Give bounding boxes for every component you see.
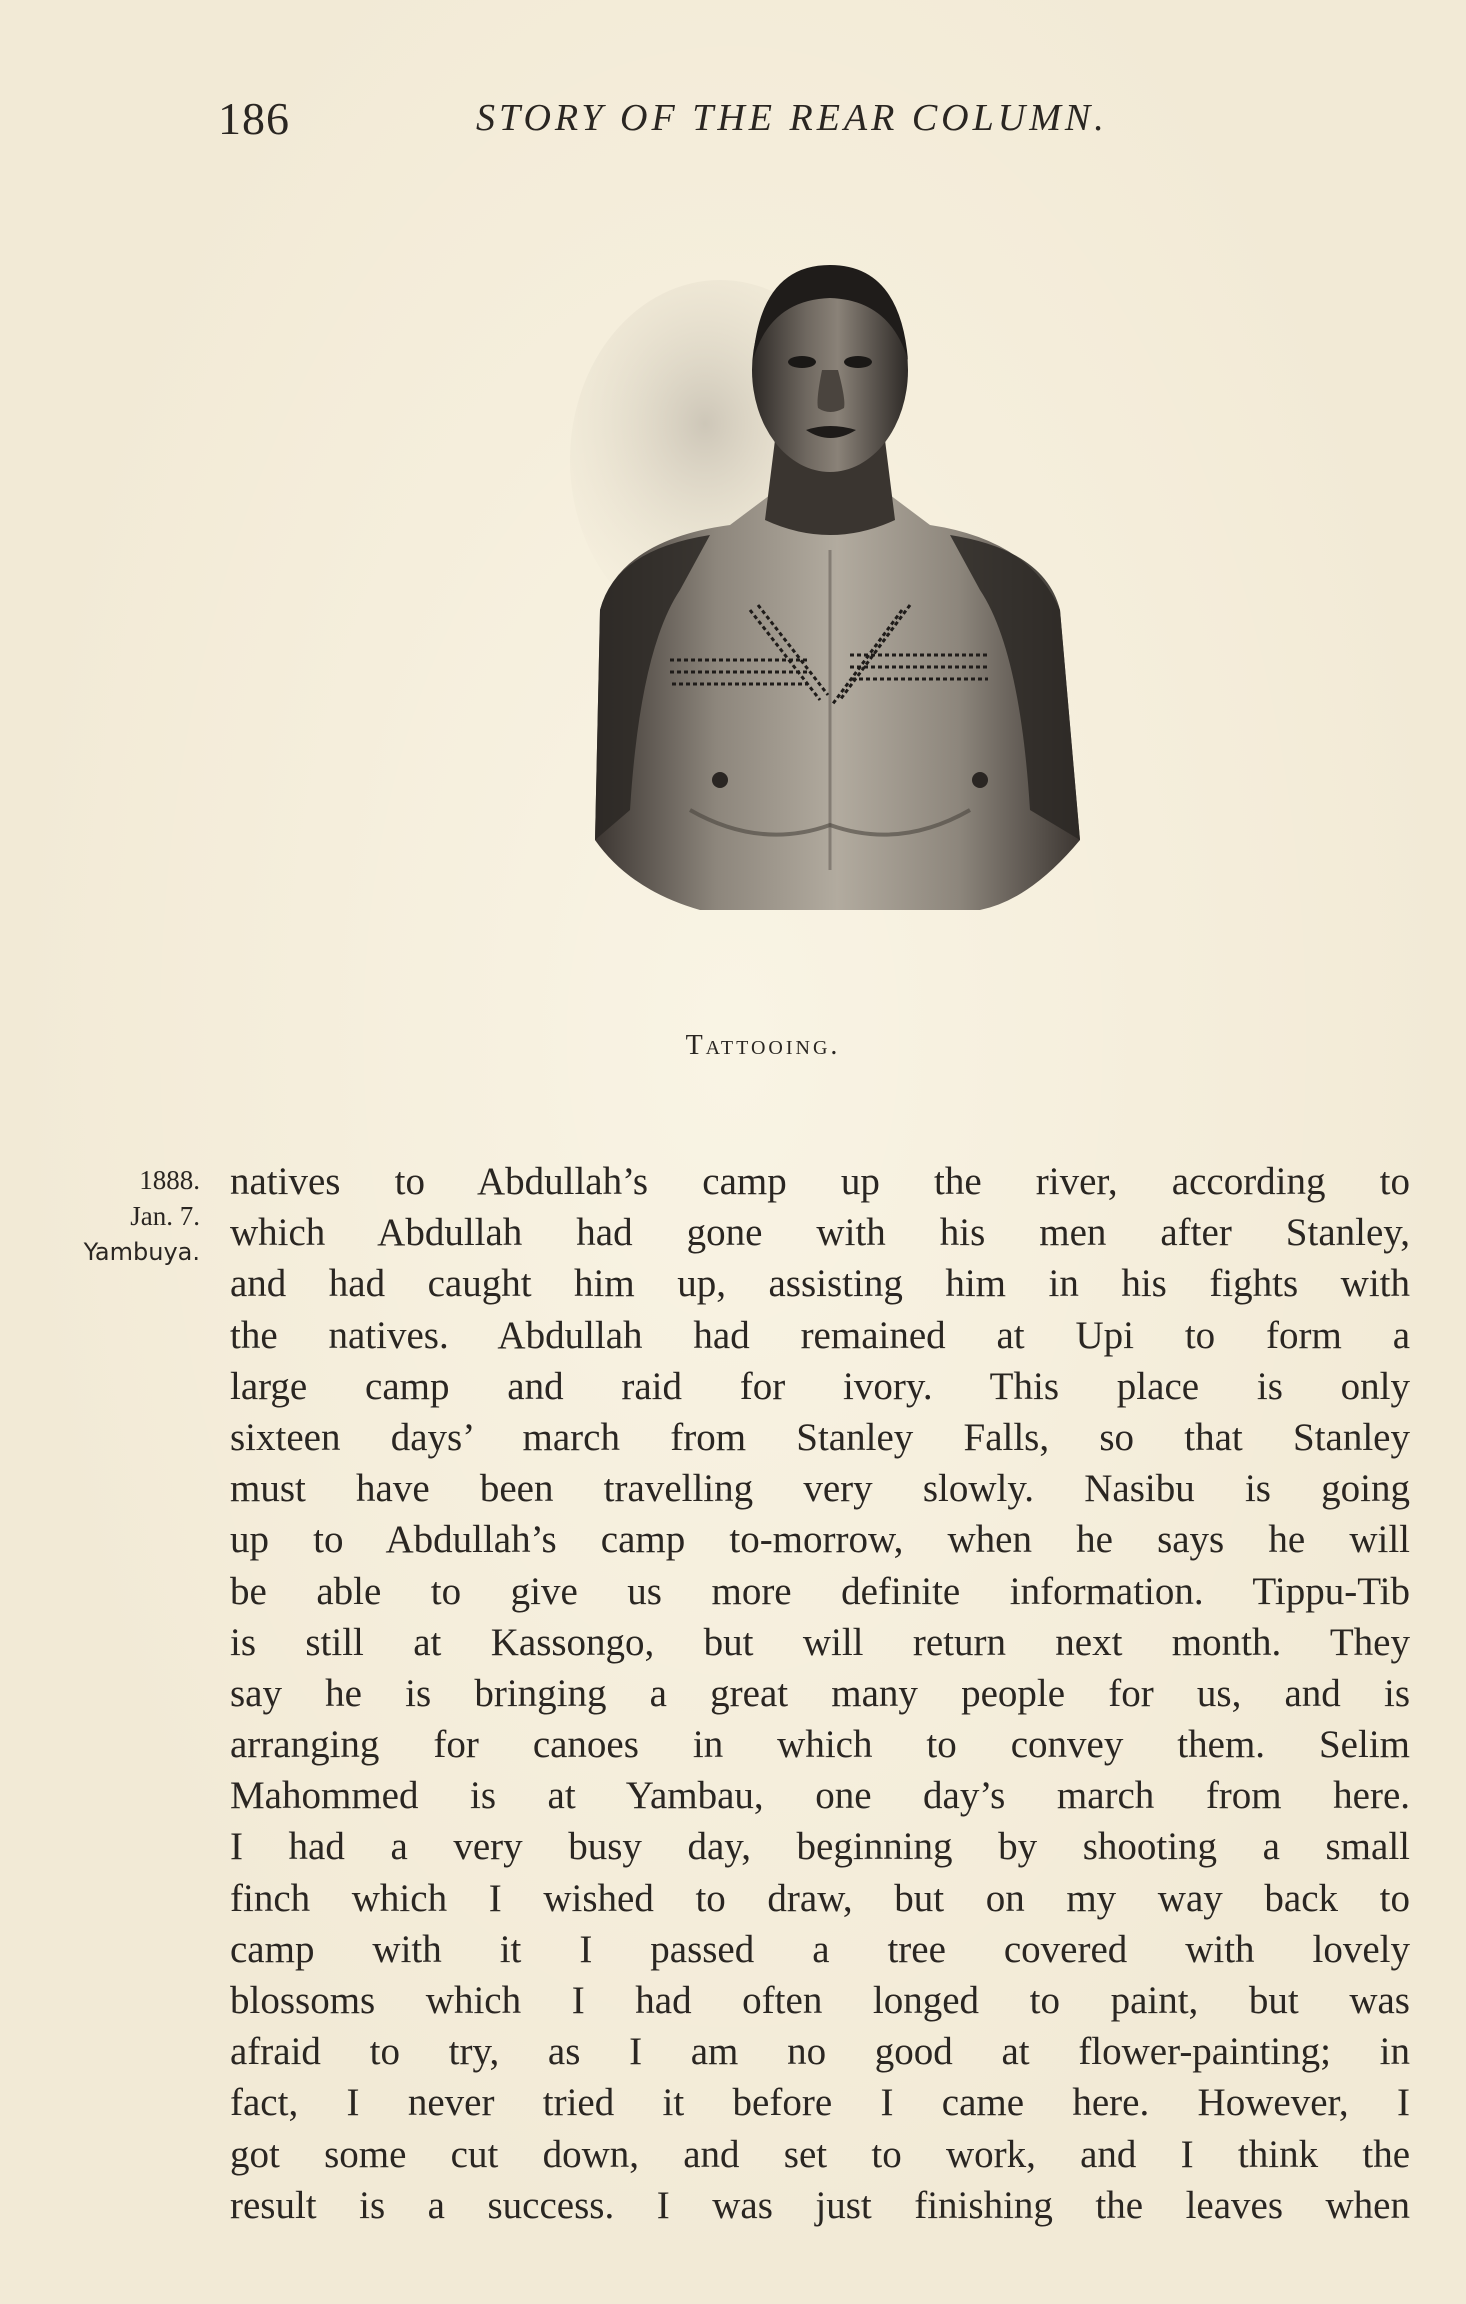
text-line: arranging for canoes in which to convey them. Selim xyxy=(230,1723,1410,1767)
tattooing-illustration xyxy=(560,250,1100,990)
margin-notes xyxy=(20,1162,200,1270)
text-line: natives to Abdullah’s camp up the river, according to xyxy=(230,1160,1410,1203)
text-line: up to Abdullah’s camp to-morrow, when he says he will xyxy=(230,1518,1410,1562)
text-line: finch which I wished to draw, but on my way back to xyxy=(230,1876,1410,1920)
running-header xyxy=(218,92,1398,152)
text-line: fact, I never tried it before I came here. However, I xyxy=(230,2081,1410,2125)
text-line: result is a success. I was just finishing the leaves when xyxy=(230,2183,1410,2227)
text-line: and had caught him up, assisting him in his fights with xyxy=(230,1262,1410,1306)
margin-note-date: Jan. 7. xyxy=(130,1201,200,1231)
text-line: afraid to try, as I am no good at flower-painting; in xyxy=(230,2030,1410,2074)
text-line: blossoms which I had often longed to paint, but was xyxy=(230,1979,1410,2022)
text-line: must have been travelling very slowly. Nasibu is going xyxy=(230,1467,1410,1511)
page-number: 186 xyxy=(218,93,290,144)
text-line: Mahommed is at Yambau, one day’s march from here. xyxy=(230,1774,1410,1818)
text-line: which Abdullah had gone with his men after Stanley, xyxy=(230,1211,1410,1255)
text-line: got some cut down, and set to work, and I think the xyxy=(230,2132,1410,2176)
body-text xyxy=(230,1156,1410,2231)
text-line: the natives. Abdullah had remained at Upi to form a xyxy=(230,1313,1410,1357)
margin-note-year: 1888. xyxy=(139,1165,200,1195)
text-line: sixteen days’ march from Stanley Falls, so that Stanley xyxy=(230,1415,1410,1459)
running-title: STORY OF THE REAR COLUMN. xyxy=(476,97,1108,139)
text-line: is still at Kassongo, but will return next month. They xyxy=(230,1620,1410,1664)
margin-note-place: Yambuya. xyxy=(83,1238,200,1266)
text-line: I had a very busy day, beginning by shooting a small xyxy=(230,1825,1410,1869)
text-line: camp with it I passed a tree covered with lovely xyxy=(230,1927,1410,1971)
figure-caption: Tattooing. xyxy=(685,1030,841,1061)
text-line: be able to give us more definite information. Tippu-Tib xyxy=(230,1569,1410,1613)
text-line: large camp and raid for ivory. This place is only xyxy=(230,1364,1410,1408)
text-line: say he is bringing a great many people for us, and is xyxy=(230,1671,1410,1715)
portrait-engraving xyxy=(560,250,1100,990)
